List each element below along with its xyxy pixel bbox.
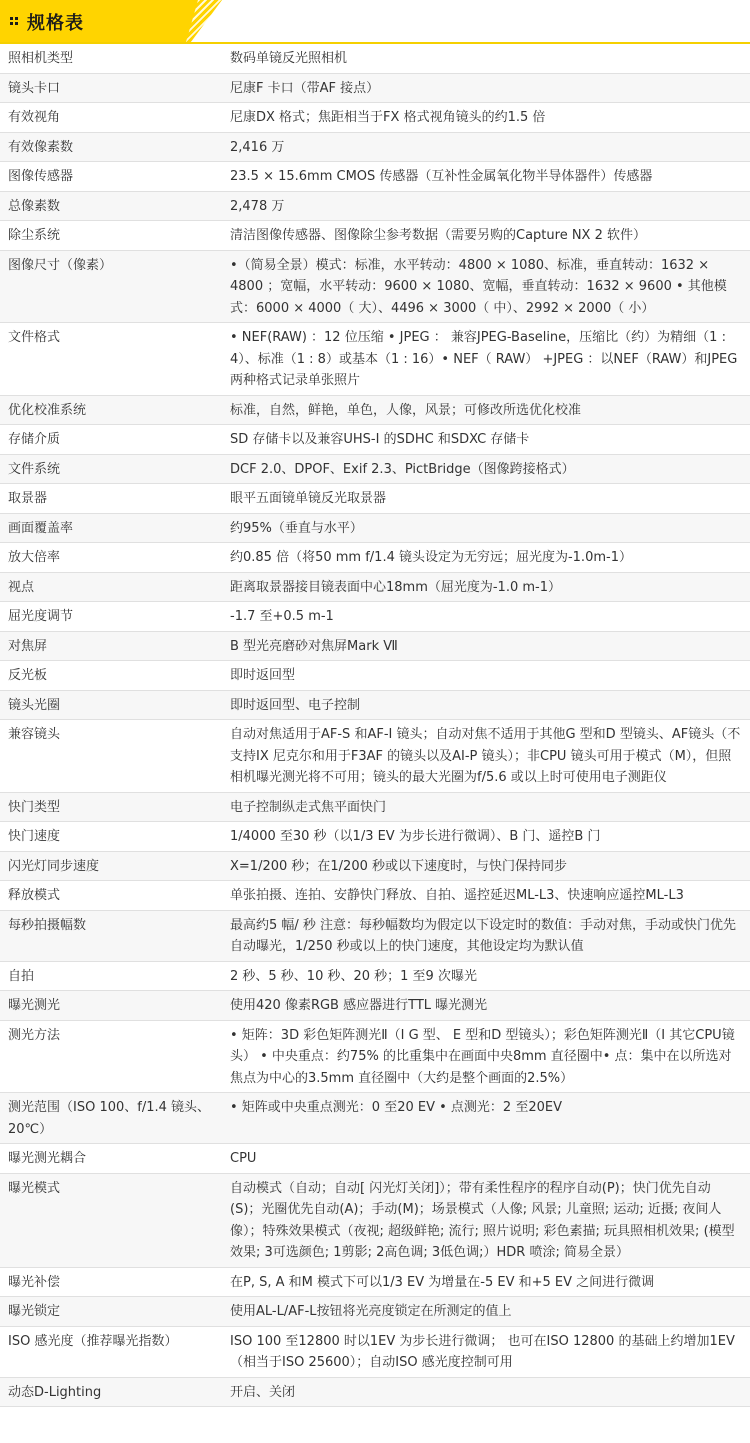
spec-value: 2 秒、5 秒、10 秒、20 秒；1 至9 次曝光 bbox=[228, 961, 750, 991]
spec-label: 测光方法 bbox=[0, 1020, 228, 1093]
spec-value: 2,416 万 bbox=[228, 132, 750, 162]
spec-value: 单张拍摄、连拍、安静快门释放、自拍、遥控延迟ML-L3、快速响应遥控ML-L3 bbox=[228, 881, 750, 911]
spec-label: 对焦屏 bbox=[0, 631, 228, 661]
spec-value: 即时返回型、电子控制 bbox=[228, 690, 750, 720]
spec-value: 眼平五面镜单镜反光取景器 bbox=[228, 484, 750, 514]
spec-row bbox=[0, 881, 750, 911]
spec-label: 屈光度调节 bbox=[0, 602, 228, 632]
spec-row bbox=[0, 132, 750, 162]
spec-value: 距离取景器接目镜表面中心18mm（屈光度为-1.0 m-1） bbox=[228, 572, 750, 602]
spec-label: 图像尺寸（像素） bbox=[0, 250, 228, 323]
spec-value: 尼康DX 格式；焦距相当于FX 格式视角镜头的约1.5 倍 bbox=[228, 103, 750, 133]
spec-value: 最高约5 幅/ 秒 注意：每秒幅数均为假定以下设定时的数值：手动对焦，手动或快门优先自动曝光，1/250 秒或以上的快门速度，其他设定均为默认值 bbox=[228, 910, 750, 961]
spec-value: 1/4000 至30 秒（以1/3 EV 为步长进行微调）、B 门、遥控B 门 bbox=[228, 822, 750, 852]
spec-label: 镜头光圈 bbox=[0, 690, 228, 720]
spec-row bbox=[0, 720, 750, 793]
spec-label: 动态D-Lighting bbox=[0, 1377, 228, 1407]
spec-value: 清洁图像传感器、图像除尘参考数据（需要另购的Capture NX 2 软件） bbox=[228, 221, 750, 251]
spec-row bbox=[0, 822, 750, 852]
spec-value: 使用AL-L/AF-L按钮将光亮度锁定在所测定的值上 bbox=[228, 1297, 750, 1327]
spec-value: 自动对焦适用于AF-S 和AF-I 镜头；自动对焦不适用于其他G 型和D 型镜头、AF镜头（不支持IX 尼克尔和用于F3AF 的镜头以及AI-P 镜头）；非CPU 镜头可用于模式（M），但照相机曝光测光将不可用；镜头的最大光圈为f/5.6 或以上时可使用电子测距仪 bbox=[228, 720, 750, 793]
spec-row bbox=[0, 162, 750, 192]
spec-row bbox=[0, 1267, 750, 1297]
spec-value: CPU bbox=[228, 1144, 750, 1174]
grid-dots-icon bbox=[10, 17, 18, 25]
spec-label: 快门速度 bbox=[0, 822, 228, 852]
spec-label: 每秒拍摄幅数 bbox=[0, 910, 228, 961]
spec-row bbox=[0, 961, 750, 991]
spec-row bbox=[0, 543, 750, 573]
spec-row bbox=[0, 631, 750, 661]
spec-value: 即时返回型 bbox=[228, 661, 750, 691]
spec-label: 曝光模式 bbox=[0, 1173, 228, 1267]
spec-row bbox=[0, 910, 750, 961]
spec-row bbox=[0, 250, 750, 323]
spec-row bbox=[0, 454, 750, 484]
spec-label: 优化校准系统 bbox=[0, 395, 228, 425]
spec-value: 自动模式（自动；自动[ 闪光灯关闭]）；带有柔性程序的程序自动(P)；快门优先自动(S)；光圈优先自动(A)；手动(M)；场景模式（人像; 风景; 儿童照; 运动; 近摄; 夜间人像）；特殊效果模式（夜视; 超级鲜艳; 流行; 照片说明; 彩色素描; 玩具照相机效果; (模型效果; 3可选颜色; 1剪影; 2高色调; 3低色调;）HDR 喷涂; 简易全景） bbox=[228, 1173, 750, 1267]
spec-label: 自拍 bbox=[0, 961, 228, 991]
spec-value: X=1/200 秒；在1/200 秒或以下速度时，与快门保持同步 bbox=[228, 851, 750, 881]
spec-label: 文件格式 bbox=[0, 323, 228, 396]
spec-value: B 型光亮磨砂对焦屏Mark Ⅶ bbox=[228, 631, 750, 661]
spec-label: 释放模式 bbox=[0, 881, 228, 911]
spec-row bbox=[0, 1020, 750, 1093]
spec-row bbox=[0, 513, 750, 543]
spec-label: ISO 感光度（推荐曝光指数） bbox=[0, 1326, 228, 1377]
spec-label: 视点 bbox=[0, 572, 228, 602]
spec-row bbox=[0, 323, 750, 396]
spec-label: 闪光灯同步速度 bbox=[0, 851, 228, 881]
spec-row bbox=[0, 572, 750, 602]
spec-row bbox=[0, 191, 750, 221]
spec-label: 照相机类型 bbox=[0, 44, 228, 73]
spec-value: 开启、关闭 bbox=[228, 1377, 750, 1407]
spec-label: 取景器 bbox=[0, 484, 228, 514]
spec-label: 曝光测光耦合 bbox=[0, 1144, 228, 1174]
spec-row bbox=[0, 792, 750, 822]
spec-label: 测光范围（ISO 100、f/1.4 镜头、20℃） bbox=[0, 1093, 228, 1144]
spec-value: 约95%（垂直与水平） bbox=[228, 513, 750, 543]
spec-label: 曝光补偿 bbox=[0, 1267, 228, 1297]
spec-value: DCF 2.0、DPOF、Exif 2.3、PictBridge（图像跨接格式） bbox=[228, 454, 750, 484]
spec-label: 曝光锁定 bbox=[0, 1297, 228, 1327]
spec-value: • NEF(RAW) ：12 位压缩 • JPEG ： 兼容JPEG-Baseline，压缩比（约）为精细（1 : 4）、标准（1 : 8）或基本（1 : 16）• NEF（ RAW） +JPEG ：以NEF（RAW）和JPEG 两种格式记录单张照片 bbox=[228, 323, 750, 396]
spec-value: 电子控制纵走式焦平面快门 bbox=[228, 792, 750, 822]
section-title: 规格表 bbox=[27, 13, 84, 34]
spec-row bbox=[0, 1377, 750, 1407]
spec-row bbox=[0, 690, 750, 720]
spec-value: 使用420 像素RGB 感应器进行TTL 曝光测光 bbox=[228, 991, 750, 1021]
spec-row bbox=[0, 425, 750, 455]
spec-label: 图像传感器 bbox=[0, 162, 228, 192]
spec-row bbox=[0, 484, 750, 514]
spec-label: 放大倍率 bbox=[0, 543, 228, 573]
spec-row bbox=[0, 602, 750, 632]
spec-label: 总像素数 bbox=[0, 191, 228, 221]
spec-row bbox=[0, 1093, 750, 1144]
spec-row bbox=[0, 395, 750, 425]
spec-label: 有效像素数 bbox=[0, 132, 228, 162]
spec-label: 曝光测光 bbox=[0, 991, 228, 1021]
spec-table bbox=[0, 44, 750, 1407]
spec-label: 兼容镜头 bbox=[0, 720, 228, 793]
spec-value: •（简易全景）模式：标准，水平转动：4800 × 1080、标准，垂直转动：1632 × 4800 ；宽幅，水平转动：9600 × 1080、宽幅，垂直转动：1632 × 9600 • 其他模式：6000 × 4000（ 大）、4496 × 3000（ 中）、2992 × 2000（ 小） bbox=[228, 250, 750, 323]
spec-value: 约0.85 倍（将50 mm f/1.4 镜头设定为无穷远；屈光度为-1.0m-1） bbox=[228, 543, 750, 573]
spec-label: 画面覆盖率 bbox=[0, 513, 228, 543]
spec-row bbox=[0, 851, 750, 881]
spec-value: 2,478 万 bbox=[228, 191, 750, 221]
spec-value: • 矩阵：3D 彩色矩阵测光Ⅱ（I G 型、 E 型和D 型镜头）；彩色矩阵测光Ⅱ（I 其它CPU镜头） • 中央重点：约75% 的比重集中在画面中央8mm 直径圈中• 点：集中在以所选对焦点为中心的3.5mm 直径圈中（大约是整个画面的2.5%） bbox=[228, 1020, 750, 1093]
spec-row bbox=[0, 103, 750, 133]
spec-row bbox=[0, 1297, 750, 1327]
spec-row bbox=[0, 221, 750, 251]
spec-row bbox=[0, 1144, 750, 1174]
spec-label: 快门类型 bbox=[0, 792, 228, 822]
spec-row bbox=[0, 1173, 750, 1267]
spec-value: 尼康F 卡口（带AF 接点） bbox=[228, 73, 750, 103]
spec-value: ISO 100 至12800 时以1EV 为步长进行微调； 也可在ISO 12800 的基础上约增加1EV（相当于ISO 25600）；自动ISO 感光度控制可用 bbox=[228, 1326, 750, 1377]
spec-value: -1.7 至+0.5 m-1 bbox=[228, 602, 750, 632]
section-header bbox=[0, 0, 750, 44]
spec-label: 有效视角 bbox=[0, 103, 228, 133]
spec-value: • 矩阵或中央重点测光：0 至20 EV • 点测光：2 至20EV bbox=[228, 1093, 750, 1144]
spec-value: SD 存储卡以及兼容UHS-I 的SDHC 和SDXC 存储卡 bbox=[228, 425, 750, 455]
spec-value: 标准，自然，鲜艳，单色，人像，风景；可修改所选优化校准 bbox=[228, 395, 750, 425]
spec-row bbox=[0, 44, 750, 73]
spec-row bbox=[0, 661, 750, 691]
spec-row bbox=[0, 991, 750, 1021]
spec-label: 除尘系统 bbox=[0, 221, 228, 251]
spec-label: 文件系统 bbox=[0, 454, 228, 484]
spec-label: 镜头卡口 bbox=[0, 73, 228, 103]
spec-label: 反光板 bbox=[0, 661, 228, 691]
spec-row bbox=[0, 73, 750, 103]
spec-label: 存储介质 bbox=[0, 425, 228, 455]
spec-value: 23.5 × 15.6mm CMOS 传感器（互补性金属氧化物半导体器件）传感器 bbox=[228, 162, 750, 192]
spec-value: 数码单镜反光照相机 bbox=[228, 44, 750, 73]
spec-value: 在P, S, A 和M 模式下可以1/3 EV 为增量在-5 EV 和+5 EV 之间进行微调 bbox=[228, 1267, 750, 1297]
spec-row bbox=[0, 1326, 750, 1377]
